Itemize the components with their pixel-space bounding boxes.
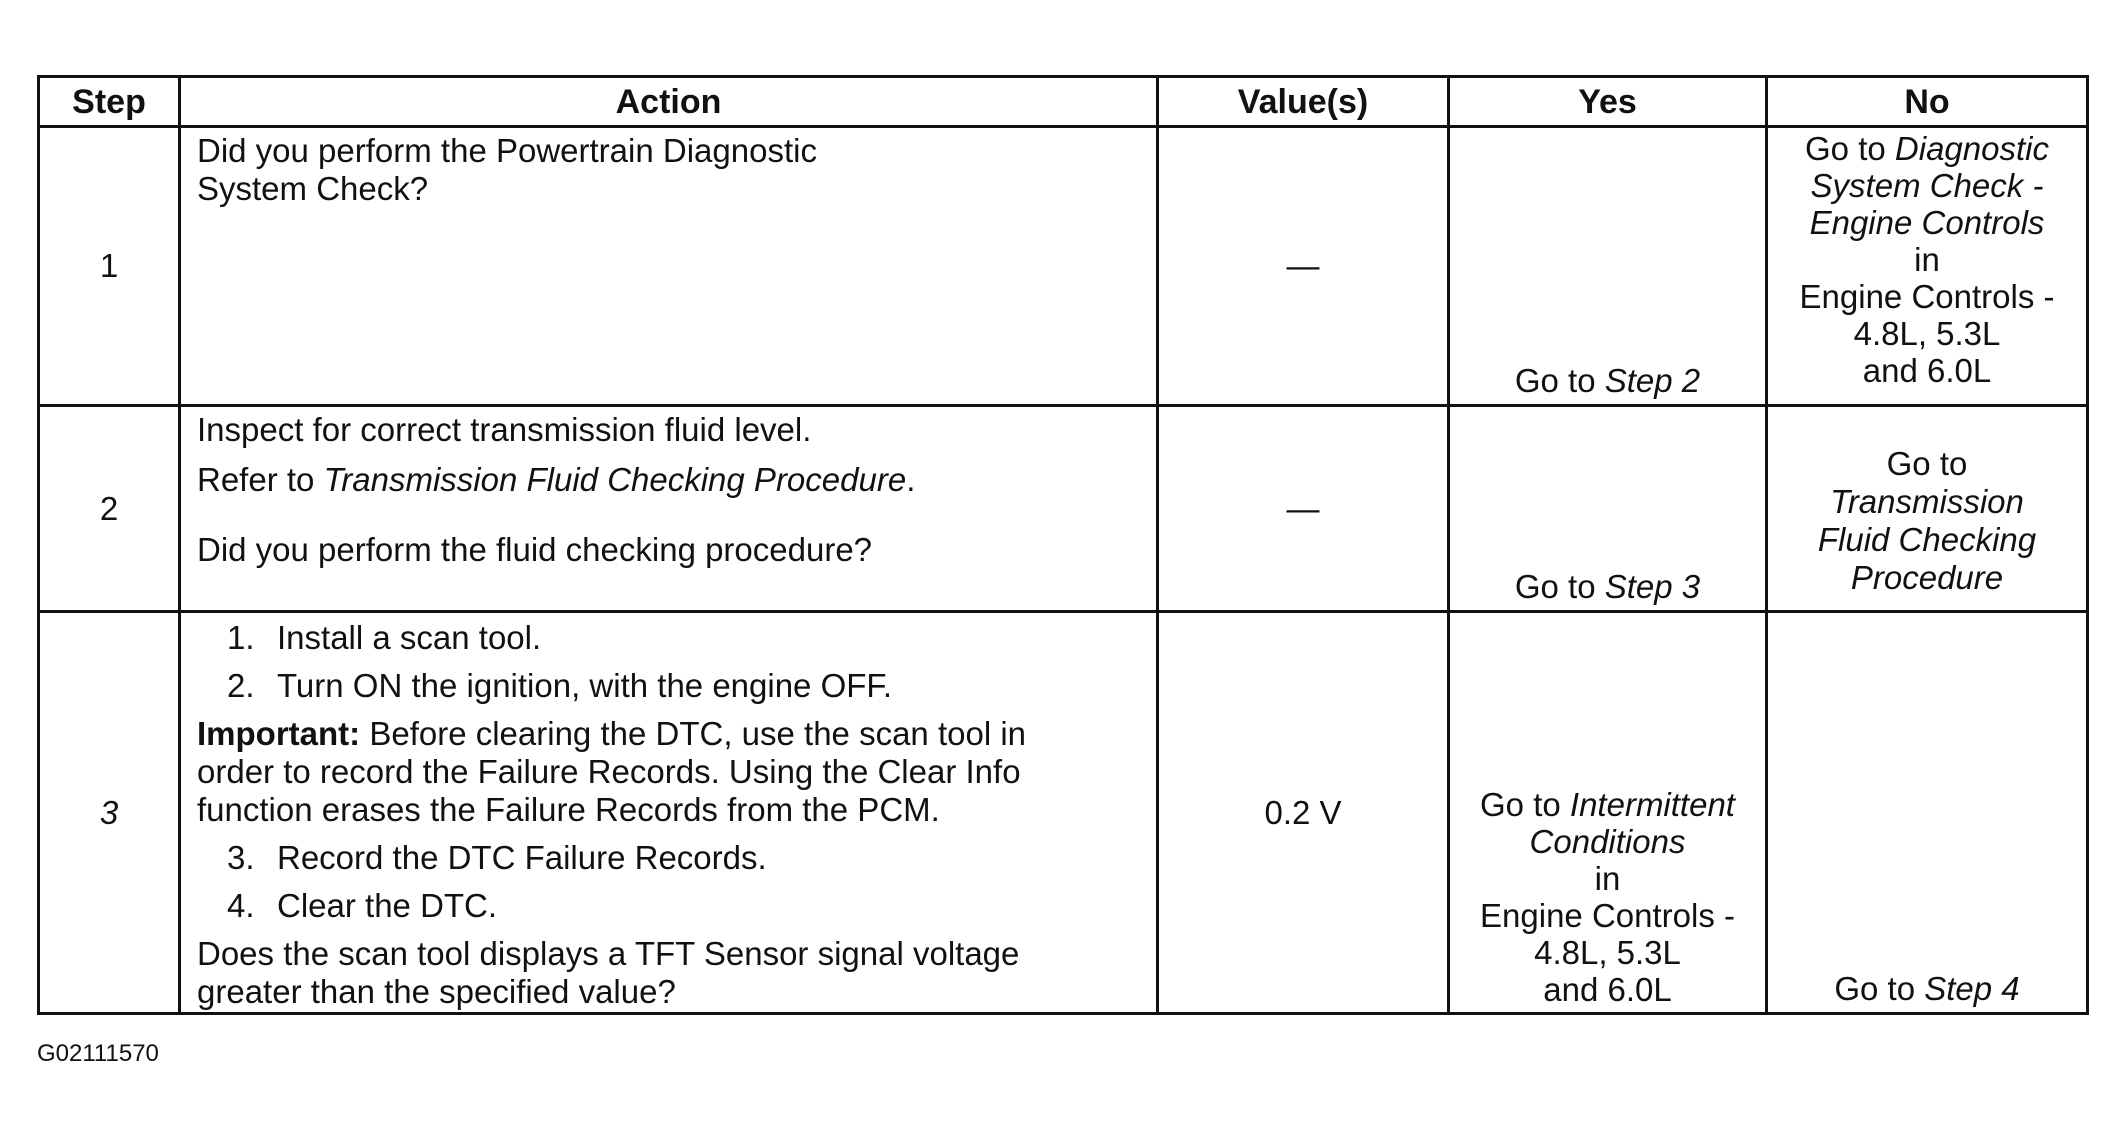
step-1-no-ref3: and 6.0L (1862, 352, 1992, 389)
step-3-yes-ref1: Engine Controls - (1480, 897, 1735, 934)
step-3-important-note (197, 715, 1142, 829)
step-3-no-link[interactable]: Step 4 (1924, 970, 2020, 1007)
header-values: Value(s) (1159, 78, 1450, 128)
step-1-yes-link[interactable]: Step 2 (1604, 362, 1701, 399)
step-3-yes-link2[interactable]: Conditions (1529, 823, 1686, 860)
header-no: No (1768, 78, 2086, 128)
step-3-no (1768, 613, 2086, 1012)
step-1-no-link3[interactable]: Engine Controls (1809, 204, 2045, 241)
step-3-yes-prefix: Go to (1480, 786, 1570, 823)
step-3-list-a (197, 619, 1142, 705)
list-item-text: Turn ON the ignition, with the engine OFF. (277, 667, 893, 704)
step-1-action (181, 128, 1159, 407)
important-line3: function erases the Failure Records from the PCM. (197, 791, 940, 828)
step-2-refer-prefix: Refer to (197, 461, 324, 498)
header-action: Action (181, 78, 1159, 128)
step-3-question-line2: greater than the specified value? (197, 973, 676, 1010)
list-item-number: 3. (227, 839, 255, 876)
step-3-yes-link1[interactable]: Intermittent (1569, 786, 1735, 823)
step-2-number: 2 (40, 407, 181, 613)
step-2-yes (1450, 407, 1768, 613)
list-item-text: Record the DTC Failure Records. (277, 839, 767, 876)
step-2-refer-line (197, 461, 1142, 499)
step-1-no-prefix: Go to (1805, 130, 1895, 167)
step-3-question (197, 935, 1142, 1011)
list-item (227, 667, 1142, 705)
step-2-inspect-line: Inspect for correct transmission fluid level. (197, 411, 812, 448)
list-item-text: Install a scan tool. (277, 619, 542, 656)
list-item-number: 4. (227, 887, 255, 924)
important-line1: Before clearing the DTC, use the scan tool in (360, 715, 1027, 752)
step-1-yes (1450, 128, 1768, 407)
step-1-no-link2[interactable]: System Check - (1810, 167, 2044, 204)
list-item-text: Clear the DTC. (277, 887, 498, 924)
step-2-no-link3[interactable]: Procedure (1850, 559, 2004, 596)
step-2-refer-suffix: . (906, 461, 916, 498)
step-3-yes-ref2: 4.8L, 5.3L (1534, 934, 1681, 971)
step-2-value (1159, 407, 1450, 613)
figure-caption: G02111570 (37, 1040, 159, 1067)
step-1-no-ref1: Engine Controls - (1799, 278, 2055, 315)
step-1-question-line2: System Check? (197, 170, 429, 207)
step-3-no-prefix: Go to (1834, 970, 1925, 1007)
header-yes: Yes (1450, 78, 1768, 128)
step-1-number: 1 (40, 128, 181, 407)
step-1-no-link1[interactable]: Diagnostic (1894, 130, 2049, 167)
list-item (227, 619, 1142, 657)
step-3-number: 3 (40, 613, 181, 1012)
step-2-no-link2[interactable]: Fluid Checking (1817, 521, 2037, 558)
step-1-value-text: — (1286, 247, 1320, 284)
list-item (227, 887, 1142, 925)
step-1-value (1159, 128, 1450, 407)
step-2-refer-link[interactable]: Transmission Fluid Checking Procedure (323, 461, 907, 498)
list-item-number: 1. (227, 619, 255, 656)
list-item (227, 839, 1142, 877)
step-1-no-ref2: 4.8L, 5.3L (1853, 315, 2001, 352)
step-2-action (181, 407, 1159, 613)
diagnostic-table (37, 75, 2089, 1015)
step-2-no-link1[interactable]: Transmission (1830, 483, 2024, 520)
step-3-question-line1: Does the scan tool displays a TFT Sensor signal voltage (197, 935, 1020, 972)
step-3-value-text: 0.2 V (1264, 793, 1342, 831)
step-3-value (1159, 613, 1450, 1012)
step-2-yes-link[interactable]: Step 3 (1604, 568, 1701, 605)
step-1-no (1768, 128, 2086, 407)
step-2-question: Did you perform the fluid checking procedure? (197, 531, 873, 568)
step-2-value-text: — (1286, 489, 1320, 527)
step-1-yes-prefix: Go to (1514, 362, 1605, 399)
step-3-action (181, 613, 1159, 1012)
list-item-number: 2. (227, 667, 255, 704)
step-1-no-in: in (1914, 241, 1940, 278)
step-2-no (1768, 407, 2086, 613)
header-step: Step (40, 78, 181, 128)
step-3-yes (1450, 613, 1768, 1012)
step-2-no-line1: Go to (1886, 445, 1968, 482)
step-3-list-b (197, 839, 1142, 925)
important-line2: order to record the Failure Records. Using the Clear Info (197, 753, 1021, 790)
step-2-yes-prefix: Go to (1514, 568, 1605, 605)
important-label: Important: (197, 715, 361, 752)
step-3-yes-in: in (1594, 860, 1621, 897)
step-3-yes-ref3: and 6.0L (1543, 971, 1672, 1008)
step-1-question-line1: Did you perform the Powertrain Diagnostic (197, 132, 817, 169)
